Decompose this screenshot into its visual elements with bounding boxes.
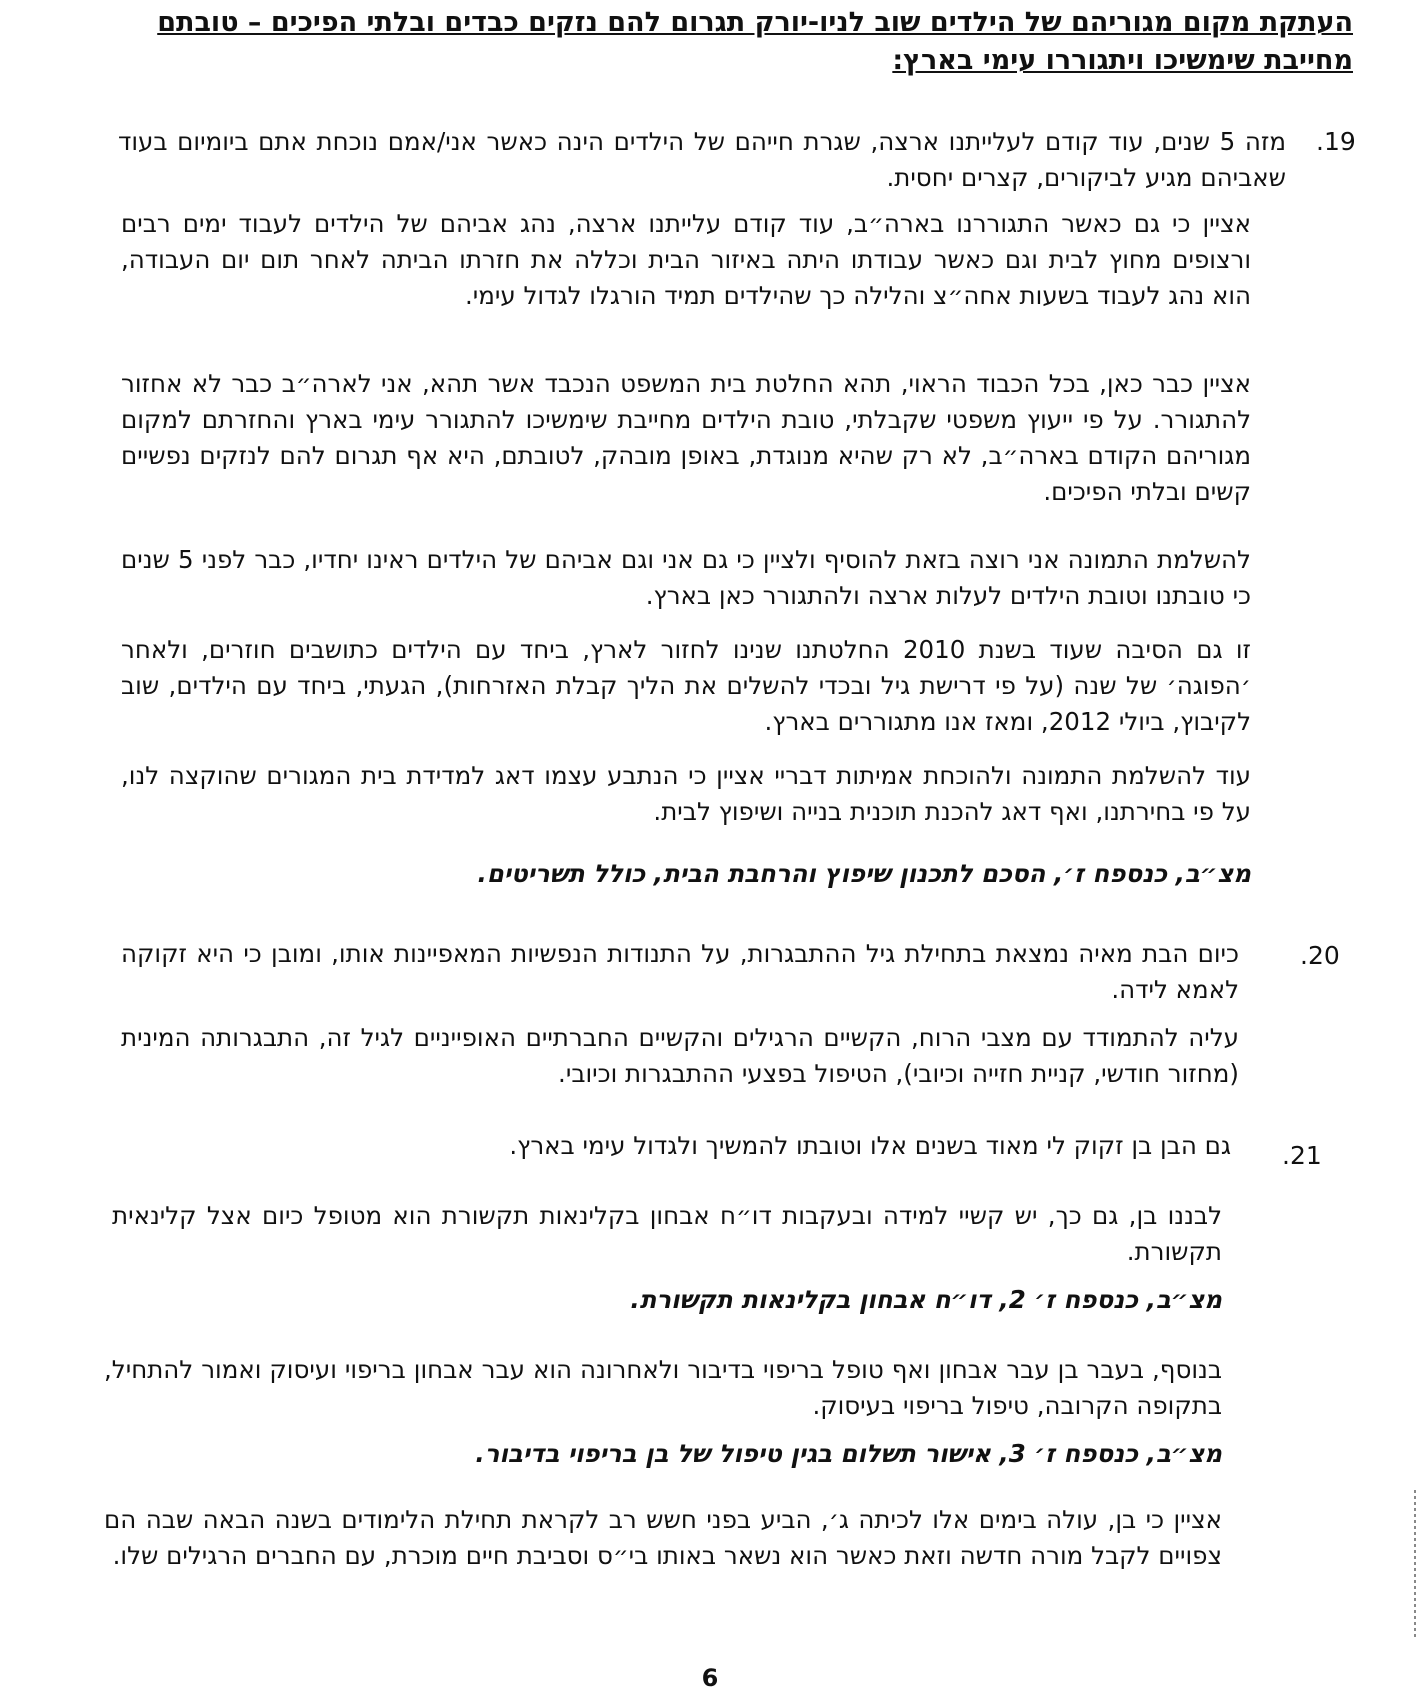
paragraph-20-text: כיום הבת מאיה נמצאת בתחילת גיל ההתבגרות, על התנודות הנפשיות המאפיינות אותו, ומובן כי היא זקוקה לאמא לידה. [121, 939, 1239, 1004]
paragraph-number-21: .21 [1282, 1141, 1322, 1170]
paragraph-text: זו גם הסיבה שעוד בשנת 2010 החלטתנו שנינו לחזור לארץ, ביחד עם הילדים כתושבים חוזרים, ולאחר ׳הפוגה׳ של שנה (על פי דרישת גיל ובכדי להשלים את הליך קבלת האזרחות), הגעתי, ביחד עם הילדים, שוב לקיבוץ, ביולי 2012, ומאז אנו מתגוררים בארץ. [121, 635, 1252, 736]
section-heading-line-1: העתקת מקום מגוריהם של הילדים שוב לניו-יורק תגרום להם נזקים כבדים ובלתי הפיכים – טובתם [157, 7, 1353, 38]
exhibit-reference: מצ״ב, כנספח ז׳ 2, דו״ח אבחון בקלינאות תקשורת. [630, 1285, 1222, 1314]
page-number: 6 [701, 1664, 719, 1692]
section-heading-line-2: מחייבת שימשיכו ויתגוררו עימי בארץ: [892, 45, 1353, 76]
paragraph-text: עליה להתמודד עם מצבי הרוח, הקשיים הרגילים והקשיים החברתיים האופייניים לגיל זה, התבגרותה המינית (מחזור חודשי, קניית חזייה וכיובי), הטיפול בפצעי ההתבגרות וכיובי. [121, 1023, 1239, 1088]
scan-edge-mark [1414, 1490, 1416, 1640]
paragraph-21-text: גם הבן בן זקוק לי מאוד בשנים אלו וטובתו להמשיך ולגדול עימי בארץ. [509, 1131, 1231, 1160]
paragraph-number-19: .19 [1316, 127, 1356, 156]
paragraph-text: לבננו בן, גם כך, יש קשיי למידה ובעקבות דו״ח אבחון בקלינאות תקשורת הוא מטופל כיום אצל קלינאית תקשורת. [112, 1201, 1222, 1266]
paragraph-text: אציין כי בן, עולה בימים אלו לכיתה ג׳, הביע בפני חשש רב לקראת תחילת הלימודים בשנה הבאה שבה הם צפויים לקבל מורה חדשה וזאת כאשר הוא נשאר באותו בי״ס וסביבת חיים מוכרת, עם החברים הרגילים שלו. [104, 1505, 1222, 1570]
paragraph-text: אציין כבר כאן, בכל הכבוד הראוי, תהא החלטת בית המשפט הנכבד אשר תהא, אני לארה״ב כבר לא אחזור להתגורר. על פי ייעוץ משפטי שקבלתי, טובת הילדים מחייבת שימשיכו להתגורר עימי בארץ והחזרתם למקום מגוריהם הקודם בארה״ב, לא רק שהיא מנוגדת, באופן מובהק, לטובתם, היא אף תגרום להם לנזקים נפשיים קשים ובלתי הפיכים. [121, 369, 1251, 506]
paragraph-text: עוד להשלמת התמונה ולהוכחת אמיתות דבריי אציין כי הנתבע עצמו דאג למדידת בית המגורים שהוקצה לנו, על פי בחירתנו, ואף דאג להכנת תוכנית בנייה ושיפוץ לבית. [121, 761, 1251, 826]
paragraph-text: בנוסף, בעבר בן עבר אבחון ואף טופל בריפוי בדיבור ולאחרונה הוא עבר אבחון בריפוי ועיסוק ואמור להתחיל, בתקופה הקרובה, טיפול בריפוי בעיסוק. [104, 1355, 1222, 1420]
paragraph-text: אציין כי גם כאשר התגוררנו בארה״ב, עוד קודם עלייתנו ארצה, נהג אביהם של הילדים לעבוד ימים רבים ורצופים מחוץ לבית וגם כאשר עבודתו היתה באיזור הבית וכללה את חזרתו הביתה לאחר תום יום העבודה, הוא נהג לעבוד בשעות אחה״צ והלילה כך שהילדים תמיד הורגלו לגדול עימי. [121, 209, 1251, 310]
paragraph-number-20: .20 [1300, 941, 1340, 970]
exhibit-reference: מצ״ב, כנספח ז׳, הסכם לתכנון שיפוץ והרחבת הבית, כולל תשריטים. [477, 859, 1251, 888]
section-heading [93, 4, 1353, 80]
paragraph-19-text: מזה 5 שנים, עוד קודם לעלייתנו ארצה, שגרת חייהם של הילדים הינה כאשר אני/אמם נוכחת אתם ביומיום בעוד שאביהם מגיע לביקורים, קצרים יחסית. [118, 127, 1286, 192]
exhibit-reference: מצ״ב, כנספח ז׳ 3, אישור תשלום בגין טיפול של בן בריפוי בדיבור. [475, 1439, 1222, 1468]
paragraph-text: להשלמת התמונה אני רוצה בזאת להוסיף ולציין כי גם אני וגם אביהם של הילדים ראינו יחדיו, כבר לפני 5 שנים כי טובתנו וטובת הילדים לעלות ארצה ולהתגורר כאן בארץ. [121, 545, 1251, 610]
